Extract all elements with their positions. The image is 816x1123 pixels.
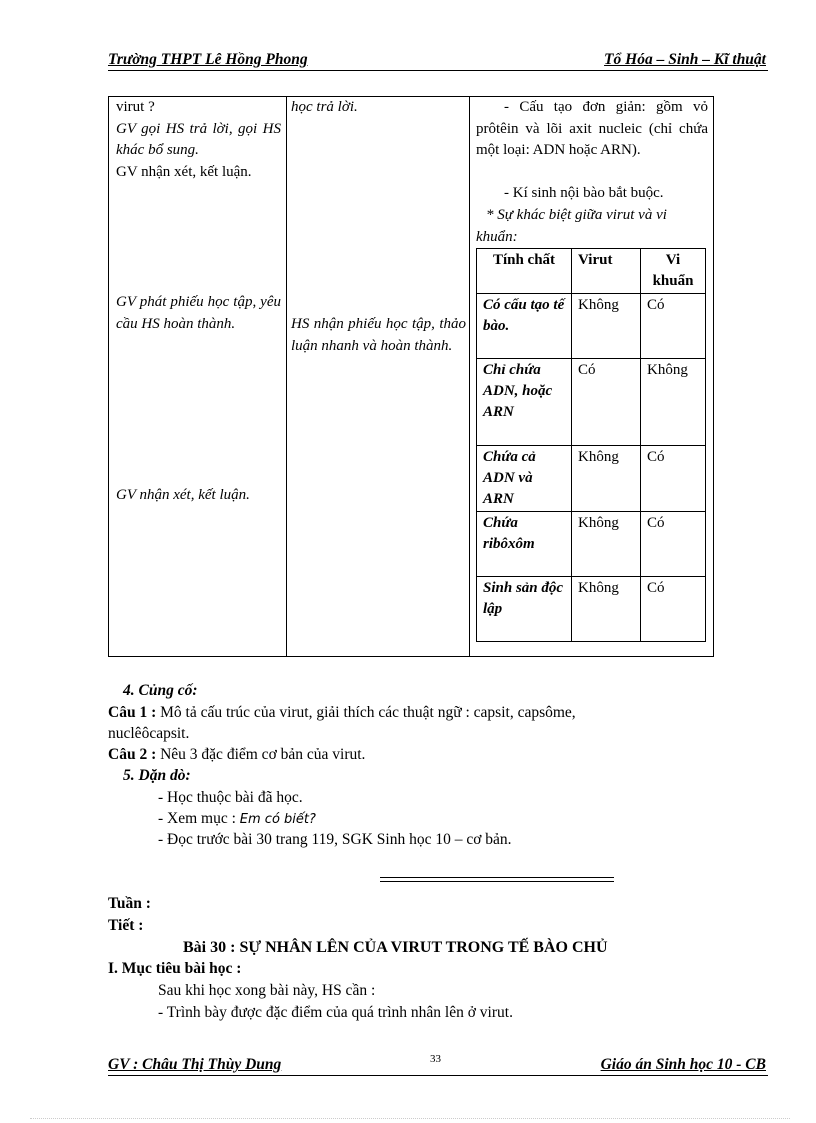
virut-cell: Không (572, 577, 641, 642)
column-divider (286, 97, 287, 656)
q1-label: Câu 1 : (108, 704, 157, 721)
teacher-line: GV nhận xét, kết luận. (116, 163, 252, 180)
virut-cell: Không (572, 294, 641, 359)
teacher-line: GV phát phiếu học tập, yêu cầu HS hoàn thành. (116, 294, 281, 332)
homework-item: - Học thuộc bài đã học. (158, 789, 303, 806)
question-1 (108, 702, 770, 723)
homework-item: - Đọc trước bài 30 trang 119, SGK Sinh học 10 – cơ bản. (158, 831, 512, 848)
teacher-col (116, 97, 281, 183)
homework-prefix: - Xem mục : (158, 810, 236, 827)
student-line: HS nhận phiếu học tập, thảo luận nhanh và hoàn thành. (291, 316, 466, 354)
table-row (477, 294, 706, 359)
page-number: 33 (430, 1053, 441, 1065)
page-edge (30, 1118, 790, 1119)
school-name: Trường THPT Lê Hồng Phong (108, 51, 308, 68)
property-cell: Chứa ribôxôm (477, 512, 572, 577)
content-para: - Cấu tạo đơn giản: gồm vỏ prôtêin và lõi axit nucleic (chỉ chứa một loại: ADN hoặc ARN). (476, 99, 708, 158)
content-para: - Kí sinh nội bào bắt buộc. (504, 185, 664, 201)
q2-label: Câu 2 : (108, 746, 157, 763)
property-cell: Sinh sản độc lập (477, 577, 572, 642)
question-2 (108, 744, 365, 765)
q1-text: Mô tả cấu trúc của virut, giải thích các thuật ngữ : capsit, capsôme, (160, 704, 576, 721)
section4-title: 4. Củng cố: (123, 682, 198, 699)
student-line: học trả lời. (291, 99, 358, 115)
period-label: Tiết : (108, 917, 144, 934)
department-name: Tổ Hóa – Sinh – Kĩ thuật (604, 51, 766, 68)
objective-item: - Trình bày được đặc điểm của quá trình nhân lên ở virut. (158, 1004, 513, 1021)
comparison-table (476, 248, 706, 642)
document-title: Giáo án Sinh học 10 - CB (600, 1056, 766, 1073)
property-cell: Có cấu tạo tế bào. (477, 294, 572, 359)
separator-line (380, 877, 614, 882)
homework-item (158, 808, 316, 830)
bacteria-cell: Có (641, 294, 706, 359)
column-divider (469, 97, 470, 656)
table-row (477, 359, 706, 446)
teacher-line: GV nhận xét, kết luận. (116, 487, 250, 503)
content-para: * Sự khác biệt giữa virut và vi khuẩn: (476, 207, 667, 245)
homework-em: Em có biết? (239, 812, 316, 827)
section5-title: 5. Dặn dò: (123, 767, 191, 784)
teacher-line: GV gọi HS trả lời, gọi HS khác bổ sung. (116, 120, 281, 158)
table-row (477, 446, 706, 512)
q1-continuation: nuclêôcapsit. (108, 725, 190, 742)
objectives-heading: I. Mục tiêu bài học : (108, 960, 242, 977)
page-header (108, 50, 768, 71)
teacher-line: virut ? (116, 99, 155, 115)
bacteria-cell: Có (641, 512, 706, 577)
lesson-title: Bài 30 : SỰ NHÂN LÊN CỦA VIRUT TRONG TẾ BÀO CHỦ (183, 939, 608, 956)
virut-cell: Không (572, 512, 641, 577)
column-header: Vi khuẩn (641, 249, 706, 294)
column-header: Tính chất (477, 249, 572, 294)
virut-cell: Có (572, 359, 641, 446)
property-cell: Chứa cả ADN và ARN (477, 446, 572, 512)
bacteria-cell: Có (641, 446, 706, 512)
q2-text: Nêu 3 đặc điểm cơ bản của virut. (160, 746, 366, 763)
bacteria-cell: Có (641, 577, 706, 642)
page-footer (108, 1055, 768, 1076)
table-row (477, 512, 706, 577)
bacteria-cell: Không (641, 359, 706, 446)
week-label: Tuần : (108, 895, 151, 912)
table-header-row (477, 249, 706, 294)
teacher-name: GV : Châu Thị Thùy Dung (108, 1056, 282, 1073)
column-header: Virut (572, 249, 641, 294)
property-cell: Chỉ chứa ADN, hoặc ARN (477, 359, 572, 446)
objectives-intro: Sau khi học xong bài này, HS cần : (158, 982, 376, 999)
virut-cell: Không (572, 446, 641, 512)
table-row (477, 577, 706, 642)
